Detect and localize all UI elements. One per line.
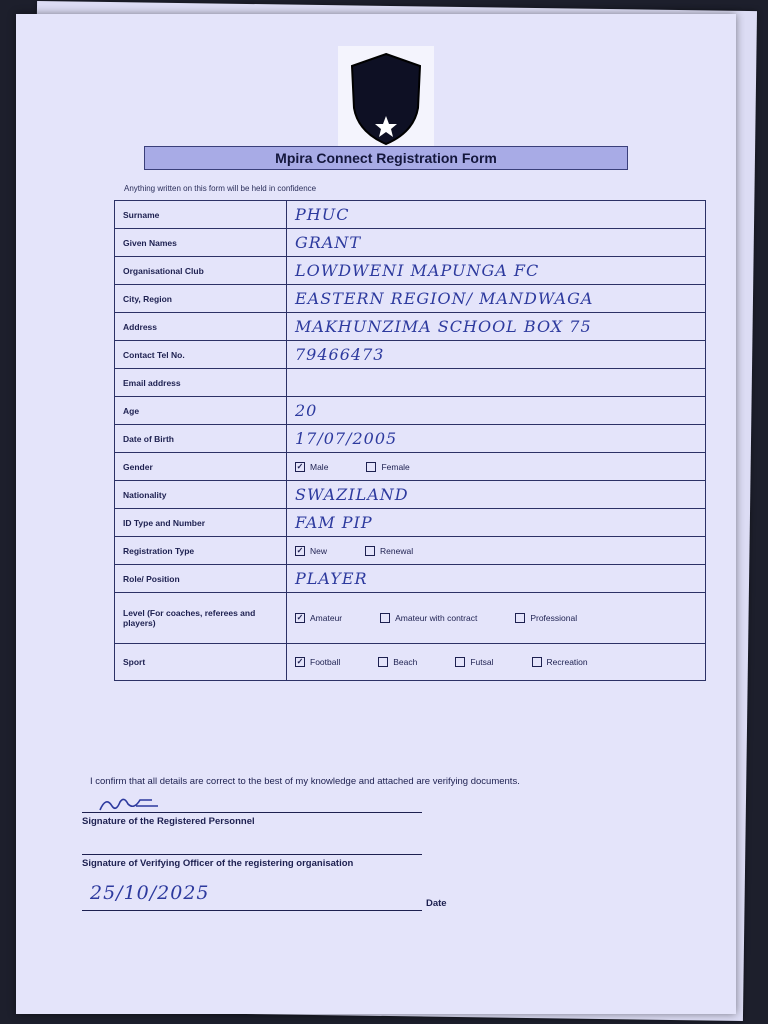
- row-id-type: [115, 509, 706, 537]
- email-label: Email address: [115, 369, 287, 397]
- level-option[interactable]: [380, 613, 477, 623]
- crest-shield-icon: [338, 46, 434, 150]
- id-type-label: ID Type and Number: [115, 509, 287, 537]
- row-registration-type: [115, 537, 706, 565]
- option-label: Amateur with contract: [395, 613, 478, 623]
- option-label: New: [310, 545, 328, 556]
- form-title: Mpira Connect Registration Form: [144, 146, 628, 170]
- option-label: Futsal: [470, 657, 494, 667]
- id-type-value: FAM PIP: [295, 513, 373, 532]
- option-label: Male: [310, 461, 329, 472]
- row-level: [115, 593, 706, 644]
- row-email: [115, 369, 706, 397]
- row-nationality: [115, 481, 706, 509]
- checked-checkbox-icon[interactable]: ✓: [296, 461, 304, 471]
- nationality-field[interactable]: [287, 481, 706, 509]
- sport-option[interactable]: [532, 657, 588, 667]
- contact-field[interactable]: [287, 341, 706, 369]
- registration-type-option[interactable]: [365, 546, 413, 556]
- personnel-signature-line[interactable]: [82, 812, 422, 813]
- city-region-value: EASTERN REGION/ MANDWAGA: [295, 289, 594, 308]
- confidential-note: Anything written on this form will be held in confidence: [124, 184, 317, 193]
- dob-label: Date of Birth: [115, 425, 287, 453]
- contact-value: 79466473: [295, 345, 385, 364]
- officer-signature-label: Signature of Verifying Officer of the registering organisation: [82, 858, 354, 869]
- checkbox-icon[interactable]: [378, 657, 388, 667]
- registration-table: [114, 200, 706, 681]
- checkbox-icon[interactable]: [365, 546, 375, 556]
- option-label: Recreation: [546, 657, 588, 667]
- sport-option[interactable]: [295, 657, 340, 667]
- personnel-signature-label: Signature of the Registered Personnel: [82, 816, 255, 827]
- checkbox-icon[interactable]: [380, 613, 390, 623]
- address-field[interactable]: [287, 313, 706, 341]
- row-age: [115, 397, 706, 425]
- row-given-names: [115, 229, 706, 257]
- gender-option[interactable]: [366, 462, 409, 472]
- date-label: Date: [426, 898, 447, 909]
- dob-field[interactable]: [287, 425, 706, 453]
- role-value: PLAYER: [295, 569, 368, 588]
- city-region-label: City, Region: [115, 285, 287, 313]
- row-city-region: [115, 285, 706, 313]
- surname-field[interactable]: [287, 201, 706, 229]
- gender-option[interactable]: [295, 462, 328, 472]
- level-options: [295, 613, 697, 623]
- checkbox-icon[interactable]: [455, 657, 465, 667]
- given-names-label: Given Names: [115, 229, 287, 257]
- city-region-field[interactable]: [287, 285, 706, 313]
- address-value: MAKHUNZIMA SCHOOL BOX 75: [295, 317, 592, 336]
- address-label: Address: [115, 313, 287, 341]
- club-label: Organisational Club: [115, 257, 287, 285]
- option-label: Amateur: [310, 613, 343, 623]
- role-label: Role/ Position: [115, 565, 287, 593]
- row-contact: [115, 341, 706, 369]
- registration-type-label: Registration Type: [115, 537, 287, 565]
- row-dob: [115, 425, 706, 453]
- checkbox-icon[interactable]: [515, 613, 525, 623]
- surname-value: PHUC: [295, 205, 350, 224]
- sport-label: Sport: [115, 644, 287, 681]
- row-sport: [115, 644, 706, 681]
- sport-option[interactable]: [455, 657, 493, 667]
- checkbox-icon[interactable]: [366, 462, 376, 472]
- row-surname: [115, 201, 706, 229]
- dob-value: 17/07/2005: [295, 429, 398, 448]
- row-club: [115, 257, 706, 285]
- nationality-label: Nationality: [115, 481, 287, 509]
- club-value: LOWDWENI MAPUNGA FC: [295, 261, 540, 280]
- level-label: Level (For coaches, referees and players): [115, 593, 287, 644]
- age-label: Age: [115, 397, 287, 425]
- club-field[interactable]: [287, 257, 706, 285]
- email-field[interactable]: [287, 369, 706, 397]
- option-label: Football: [310, 657, 341, 667]
- option-label: Professional: [530, 613, 578, 623]
- given-names-field[interactable]: [287, 229, 706, 257]
- level-option[interactable]: [295, 613, 342, 623]
- row-address: [115, 313, 706, 341]
- checked-checkbox-icon[interactable]: ✓: [296, 545, 304, 555]
- registration-type-options: [295, 546, 697, 556]
- sport-option[interactable]: [378, 657, 417, 667]
- option-label: Female: [381, 461, 410, 472]
- age-value: 20: [295, 401, 318, 420]
- gender-options: [295, 462, 697, 472]
- option-label: Beach: [393, 657, 418, 667]
- surname-label: Surname: [115, 201, 287, 229]
- sport-options: [295, 657, 697, 667]
- age-field[interactable]: [287, 397, 706, 425]
- role-field[interactable]: [287, 565, 706, 593]
- gender-label: Gender: [115, 453, 287, 481]
- level-option[interactable]: [515, 613, 577, 623]
- option-label: Renewal: [380, 545, 414, 556]
- officer-signature-line[interactable]: [82, 854, 422, 855]
- contact-label: Contact Tel No.: [115, 341, 287, 369]
- confirmation-statement: I confirm that all details are correct to the best of my knowledge and attached are verifying documents.: [90, 776, 520, 787]
- date-line[interactable]: [82, 910, 422, 911]
- checkbox-icon[interactable]: [532, 657, 542, 667]
- nationality-value: SWAZILAND: [295, 485, 409, 504]
- checked-checkbox-icon[interactable]: ✓: [296, 613, 304, 622]
- checked-checkbox-icon[interactable]: ✓: [296, 657, 304, 666]
- id-type-field[interactable]: [287, 509, 706, 537]
- registration-form-sheet: [16, 14, 736, 1014]
- date-value: 25/10/2025: [90, 882, 210, 904]
- given-names-value: GRANT: [295, 233, 362, 252]
- row-gender: [115, 453, 706, 481]
- registration-type-option[interactable]: [295, 546, 327, 556]
- row-role: [115, 565, 706, 593]
